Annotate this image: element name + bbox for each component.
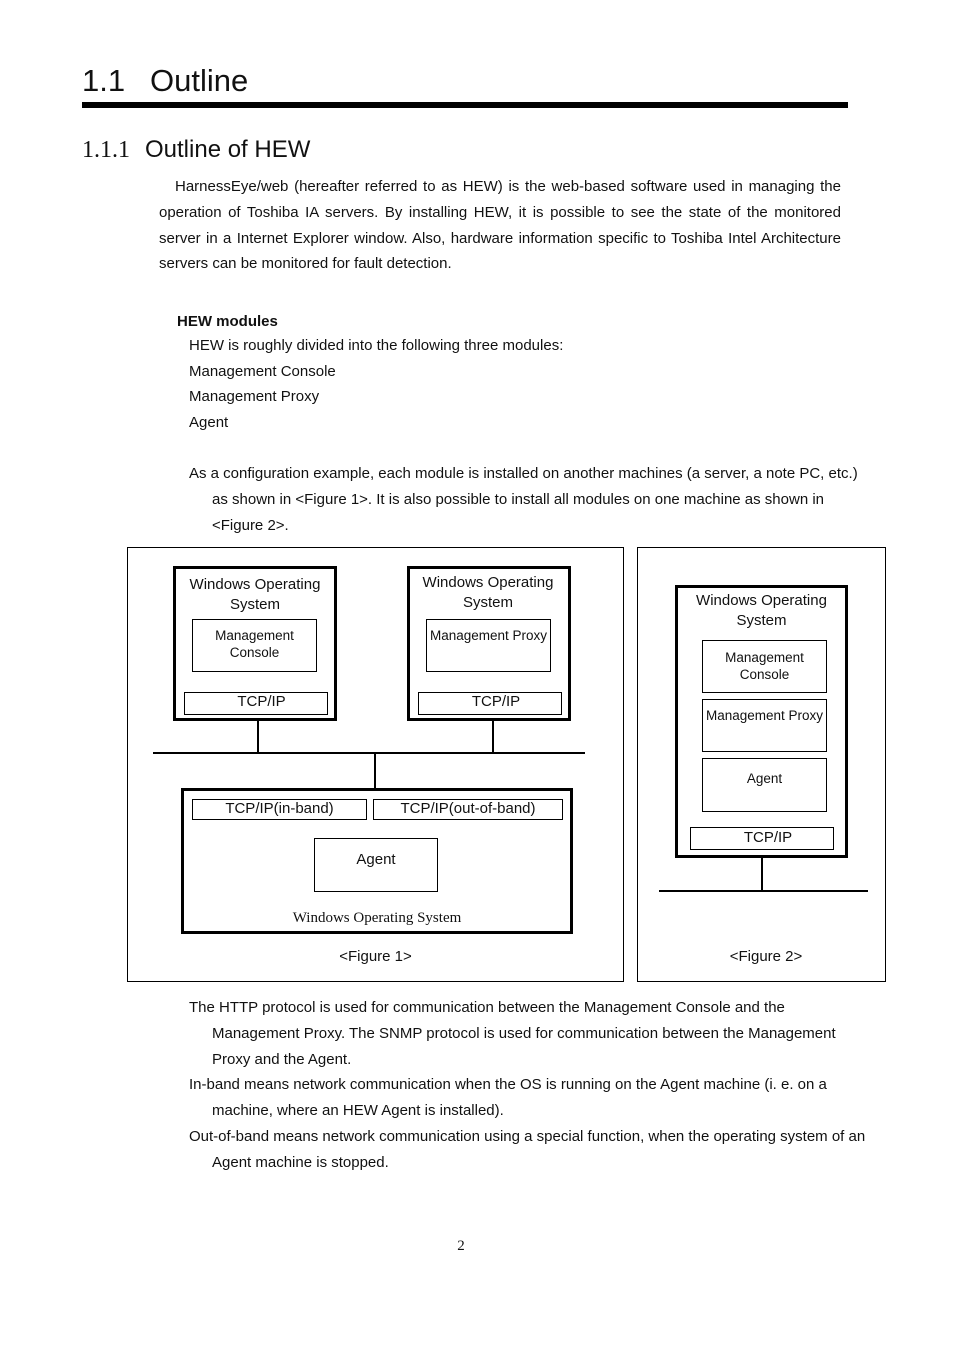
console-link-line [257, 721, 259, 754]
subsection-number: 1.1.1 [82, 137, 130, 163]
fig2-console-label: Management Console [725, 650, 804, 682]
subsection-title: Outline of HEW [145, 136, 311, 163]
page-number: 2 [457, 1238, 465, 1254]
tcpip-outofband-label: TCP/IP(out-of-band) [400, 800, 536, 817]
note-outofband: Out-of-band means network communication using a special function, when the operating system of an Agent machine is stopped. [189, 1128, 866, 1171]
section-heading [82, 62, 248, 100]
agent-link-line [374, 754, 376, 789]
proxy-machine-os: Windows Operating System [422, 574, 554, 611]
module-item: Management Console [189, 363, 336, 380]
console-tcpip-label: TCP/IP [237, 693, 286, 710]
fig2-agent-label: Agent [746, 771, 783, 786]
fig2-proxy-box [702, 699, 827, 752]
fig2-link-line [761, 858, 763, 891]
proxy-module-label: Management Proxy [429, 628, 548, 643]
console-module-label: Management Console [215, 628, 294, 660]
modules-heading: HEW modules [177, 313, 278, 330]
proxy-link-line [492, 721, 494, 754]
subsection-heading [82, 135, 310, 165]
fig2-network-line [659, 890, 868, 892]
section-number: 1.1 [82, 63, 126, 98]
module-item: Management Proxy [189, 388, 320, 405]
section-title: Outline [150, 63, 249, 98]
module-item: Agent [189, 414, 229, 431]
note-inband: In-band means network communication when the OS is running on the Agent machine (i. e. on a machine, where an HEW Agent is installed). [189, 1076, 827, 1119]
config-paragraph: As a configuration example, each module is installed on another machines (a server, a note PC, etc.) as shown in <Figure 1>. It is also possible to install all modules on one machine as shown in <Figure 2>. [189, 465, 858, 534]
fig2-tcpip-label: TCP/IP [743, 829, 793, 846]
combined-machine-os: Windows Operating System [696, 592, 827, 629]
agent-module-label: Agent [356, 851, 396, 868]
proxy-module-box [426, 619, 551, 672]
agent-machine-os: Windows Operating System [292, 910, 462, 926]
modules-lead: HEW is roughly divided into the following three modules: [189, 337, 564, 354]
intro-paragraph: HarnessEye/web (hereafter referred to as HEW) is the web-based software used in managing the operation of Toshiba IA servers. By installing HEW, it is possible to see the state of the monitored server in a Internet Explorer window. Also, hardware information specific to Toshiba Intel Architecture servers can be monitored for fault detection. [159, 178, 841, 273]
fig2-proxy-label: Management Proxy [705, 708, 824, 723]
tcpip-inband-label: TCP/IP(in-band) [225, 800, 334, 817]
console-machine-os: Windows Operating System [189, 576, 321, 613]
figure1-caption: <Figure 1> [339, 948, 412, 965]
network-bus-line [153, 752, 585, 754]
section-rule [82, 102, 848, 108]
note-http-snmp: The HTTP protocol is used for communication between the Management Console and the Management Proxy. The SNMP protocol is used for communication between the Management Proxy and the Agent. [189, 999, 836, 1068]
figure2-caption: <Figure 2> [729, 948, 803, 965]
proxy-tcpip-label: TCP/IP [471, 693, 521, 710]
